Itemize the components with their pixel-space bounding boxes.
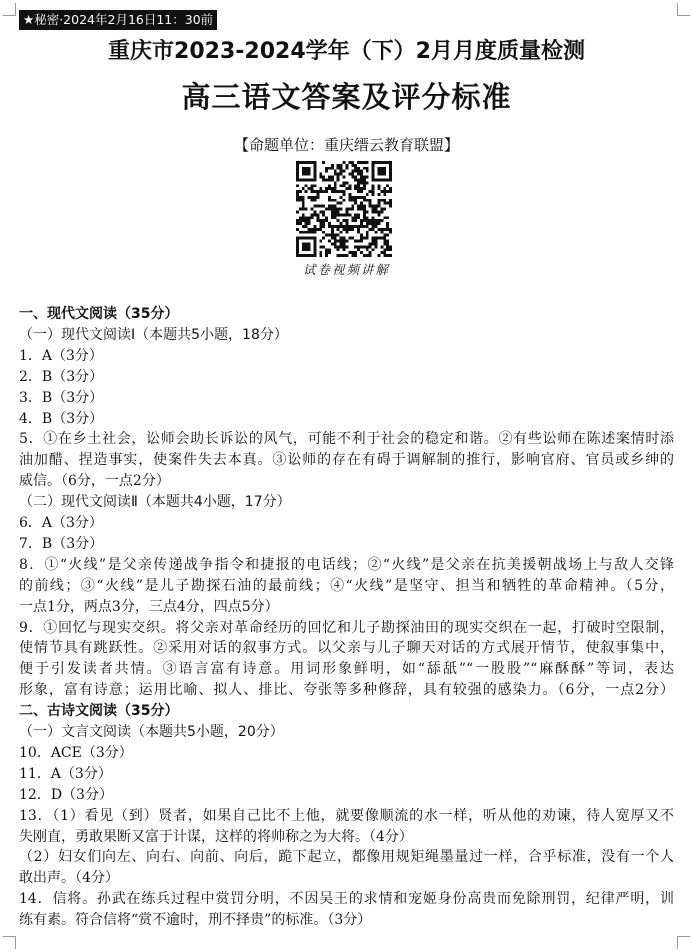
crop-mark-top-left xyxy=(3,3,16,16)
crop-mark-bottom-right xyxy=(677,936,690,949)
answer-line: 2．B（3分） xyxy=(19,368,104,385)
qr-code[interactable] xyxy=(296,161,392,257)
subsection-heading: （二）现代文阅读Ⅱ（本题共4小题，17分） xyxy=(19,494,291,511)
section-heading: 二、古诗文阅读（35分） xyxy=(19,703,179,720)
answer-line: 7．B（3分） xyxy=(19,535,104,552)
answer-line: 失刚直，勇敢果断又富于计谋，这样的将帅称之为大将。（4分） xyxy=(19,828,413,845)
subsection-heading: （一）文言文阅读（本题共5小题，20分） xyxy=(19,724,284,740)
answer-line: 12．D（3分） xyxy=(19,786,113,803)
crop-mark-bottom-left xyxy=(3,936,16,949)
answer-line: 5．①在乡土社会，讼师会助长诉讼的风气，可能不利于社会的稳定和谐。②有些讼师在陈述案情时添 xyxy=(19,431,674,448)
answer-line: （2）妇女们向左、向右、向前、向后，跪下起立，都像用规矩绳墨量过一样，合乎标准，没有一个人 xyxy=(19,849,674,866)
answer-line: 练有素。符合信将“赏不逾时，刑不择贵”的标准。（3分） xyxy=(19,912,372,929)
answer-line: 的前线；③“火线”是儿子勘探石油的最前线；④“火线”是坚守、担当和牺牲的革命精神。（5分， xyxy=(19,577,674,594)
answer-line: 11．A（3分） xyxy=(19,765,112,782)
answer-line: 9．①回忆与现实交织。将父亲对革命经历的回忆和儿子勘探油田的现实交织在一起，打破时空限制， xyxy=(19,619,674,636)
exam-title: 重庆市2023-2024学年（下）2月月度质量检测 xyxy=(108,39,585,64)
answer-line: 13．（1）看见（到）贤者，如果自己比不上他，就要像顺流的水一样，听从他的劝谏，待人宽厚又不 xyxy=(19,807,674,824)
answer-line: 威信。（6分，一点2分） xyxy=(19,473,170,490)
answer-line: 敢出声。（4分） xyxy=(19,870,119,887)
answer-line: 形象，富有诗意；运用比喻、拟人、排比、夸张等多种修辞，具有较强的感染力。（6分，一点2分） xyxy=(19,682,674,699)
answer-line: 14．信将。孙武在练兵过程中赏罚分明，不因吴王的求情和宠姬身份高贵而免除刑罚，纪律严明，训 xyxy=(19,891,674,908)
answer-title: 高三语文答案及评分标准 xyxy=(181,80,512,114)
answer-line: 4．B（3分） xyxy=(19,410,104,427)
answer-line: 3．B（3分） xyxy=(19,389,104,406)
answer-line: 10．ACE（3分） xyxy=(19,744,133,761)
section-heading: 一、现代文阅读（35分） xyxy=(19,306,179,322)
subsection-heading: （一）现代文阅读Ⅰ（本题共5小题，18分） xyxy=(19,326,288,343)
answer-line: 6．A（3分） xyxy=(19,515,103,532)
answer-line: 1．A（3分） xyxy=(19,347,103,364)
answer-line: 8．①“火线”是父亲传递战争指令和捷报的电话线；②“火线”是父亲在抗美援朝战场上与敌人交锋 xyxy=(19,556,674,573)
answer-line: 使情节具有跳跃性。②采用对话的叙事方式。以父亲与儿子聊天对话的方式展开情节，使叙事集中， xyxy=(19,640,674,657)
qr-caption: 试卷视频讲解 xyxy=(302,262,390,277)
crop-mark-top-right xyxy=(677,3,690,16)
answer-line: 一点1分，两点3分，三点4分，四点5分） xyxy=(19,598,279,615)
answer-list xyxy=(19,304,674,931)
secret-label: ★秘密·2024年2月16日11：30前 xyxy=(19,10,217,30)
answer-line: 便于引发读者共情。③语言富有诗意。用词形象鲜明，如“舔舐”“一股股”“麻酥酥”等词，表达 xyxy=(19,661,674,678)
issuing-unit: 【命题单位：重庆缙云教育联盟】 xyxy=(233,136,459,154)
answer-line: 油加醋、捏造事实，使案件失去本真。③讼师的存在有碍于调解制的推行，影响官府、官员或乡绅的 xyxy=(19,452,674,469)
